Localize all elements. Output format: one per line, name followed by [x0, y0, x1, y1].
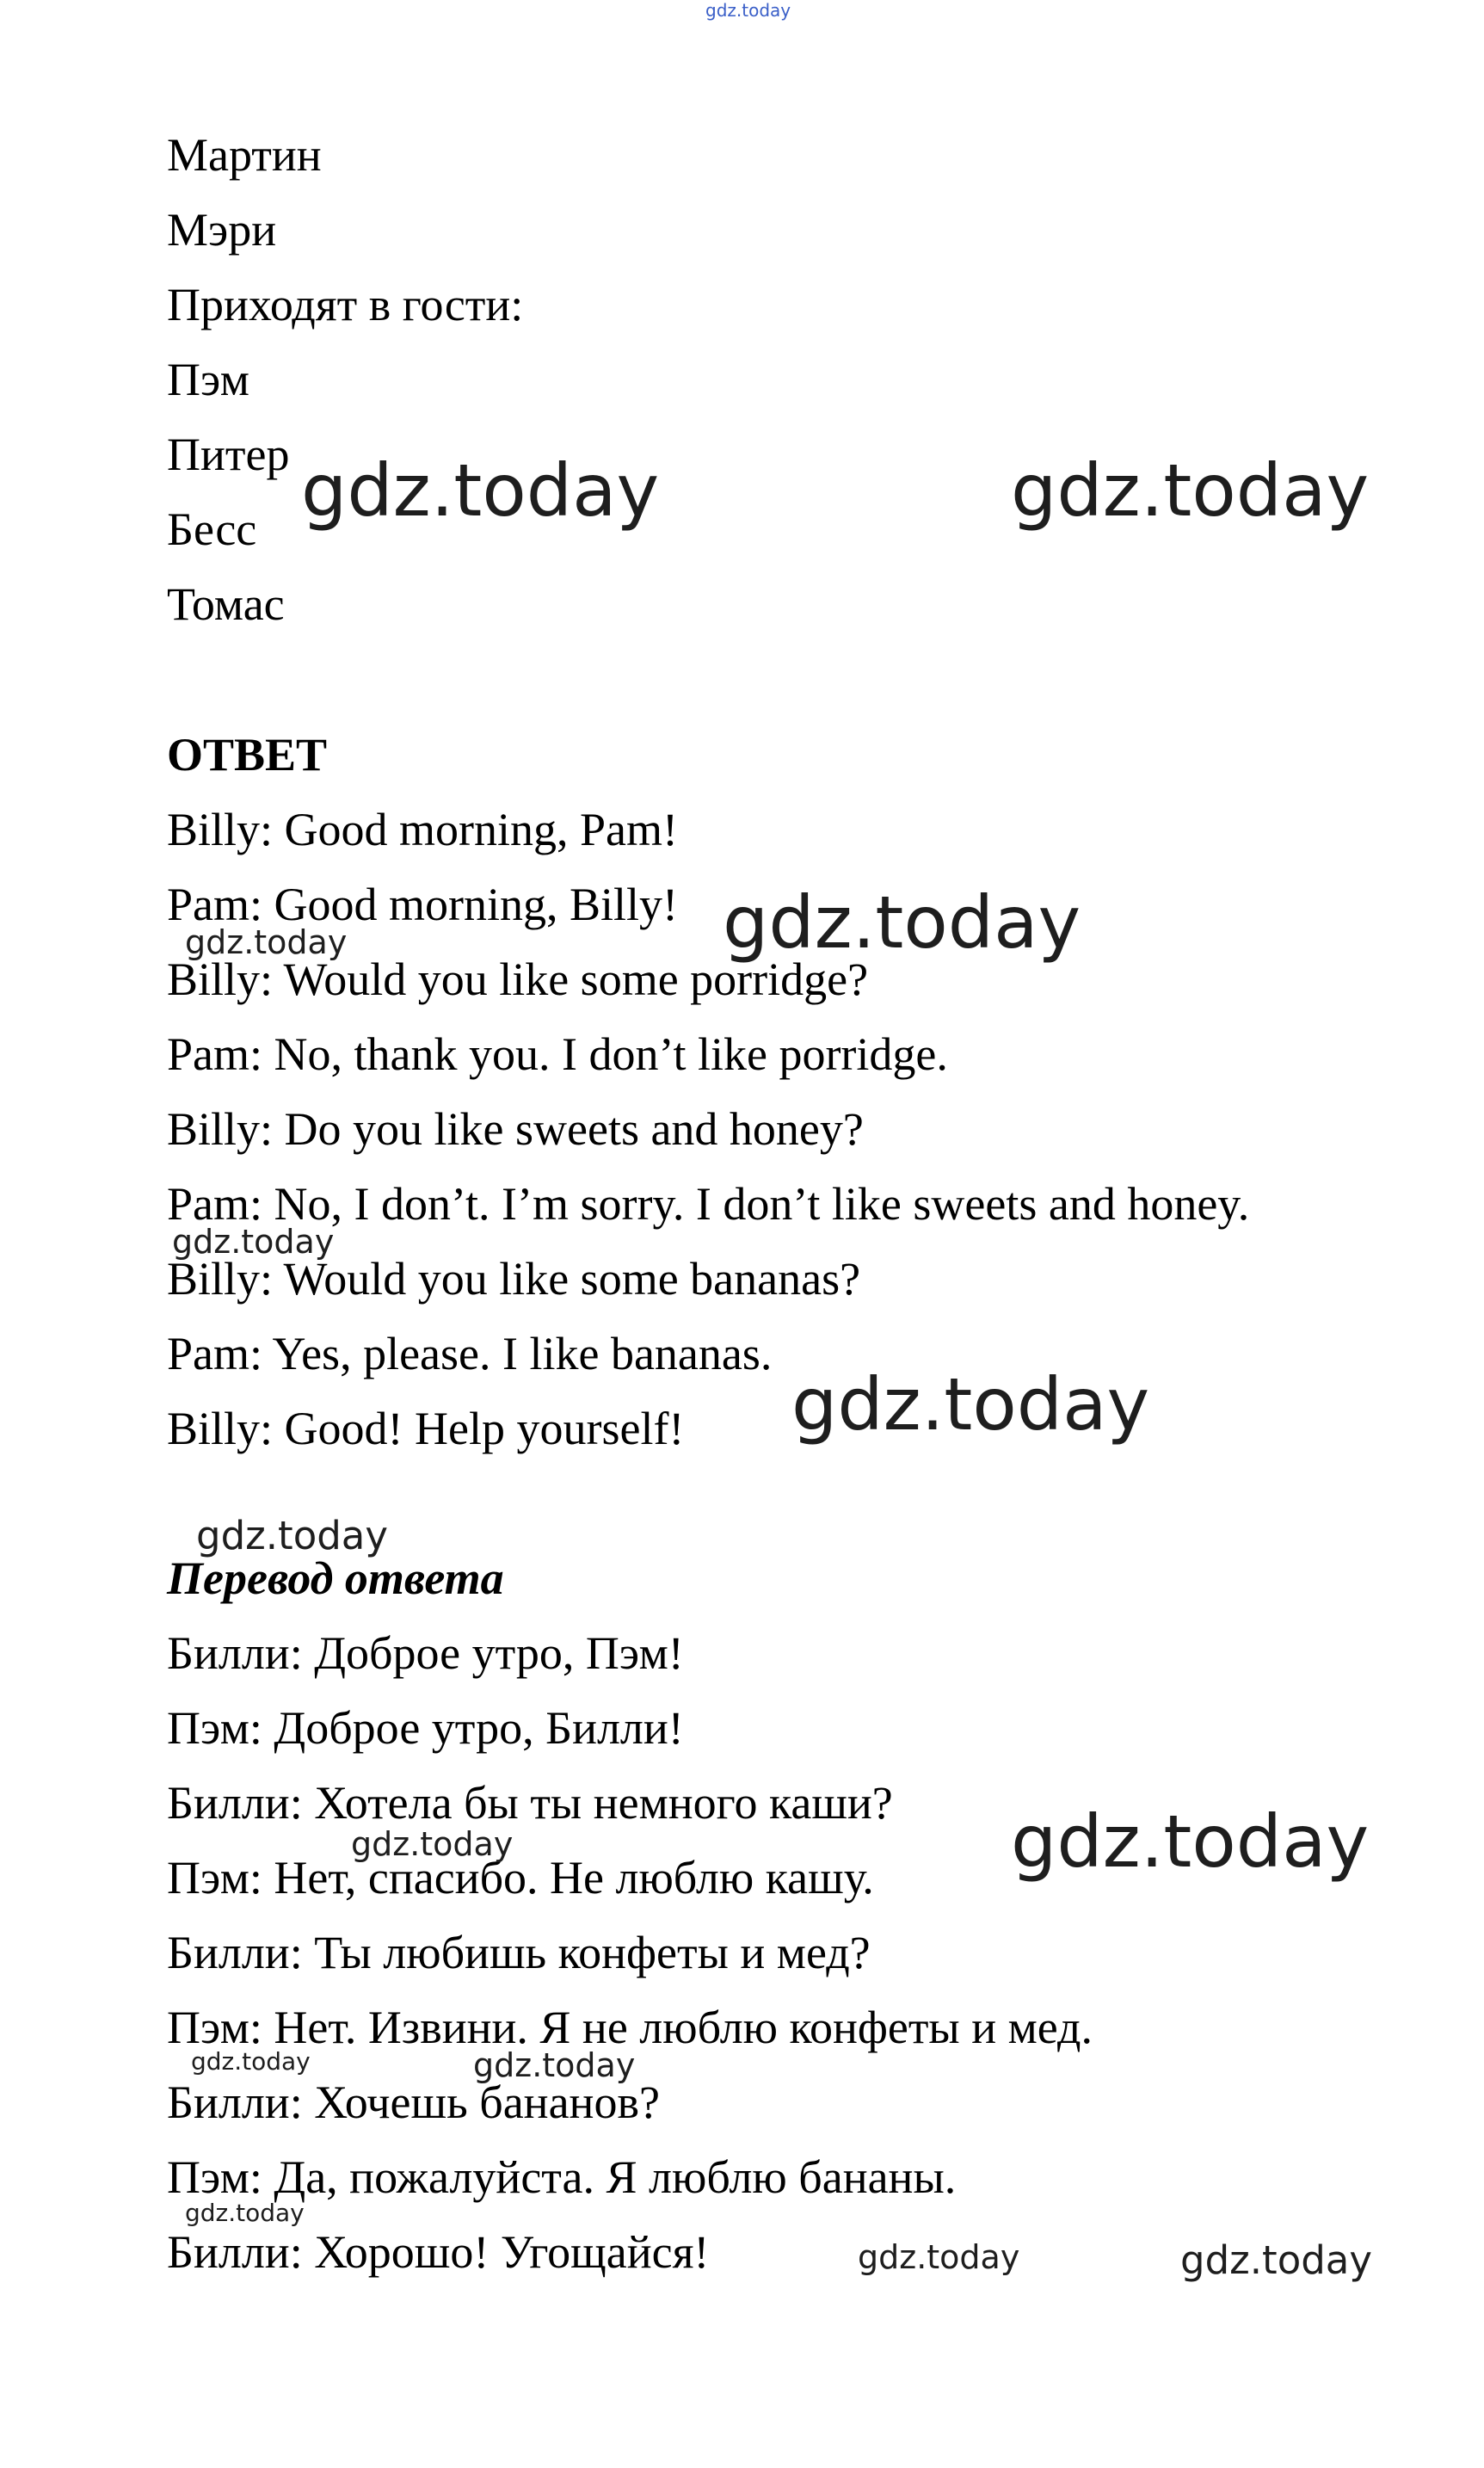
watermark: gdz.today	[1180, 2237, 1373, 2283]
watermark: gdz.today	[723, 880, 1081, 965]
watermark: gdz.today	[185, 923, 348, 961]
answer-line: Billy: Good! Help yourself!	[167, 1403, 685, 1454]
guests-label: Приходят в гости:	[167, 279, 524, 330]
translation-heading: Перевод ответа	[167, 1552, 504, 1604]
watermark: gdz.today	[351, 1825, 514, 1863]
answer-line: Billy: Would you like some bananas?	[167, 1253, 861, 1305]
watermark: gdz.today	[473, 2046, 636, 2084]
translation-line: Билли: Хорошо! Угощайся!	[167, 2226, 710, 2278]
answer-line: Billy: Good morning, Pam!	[167, 804, 678, 855]
watermark: gdz.today	[172, 1223, 335, 1261]
watermark: gdz.today	[185, 2199, 305, 2227]
translation-line: Билли: Доброе утро, Пэм!	[167, 1627, 684, 1679]
character-bess: Бесс	[167, 503, 257, 555]
watermark: gdz.today	[196, 1513, 389, 1558]
watermark: gdz.today	[191, 2047, 311, 2076]
character-pam: Пэм	[167, 354, 249, 405]
watermark: gdz.today	[858, 2238, 1020, 2276]
watermark: gdz.today	[705, 0, 791, 21]
character-martin: Мартин	[167, 129, 322, 181]
answer-line: Billy: Do you like sweets and honey?	[167, 1103, 864, 1155]
watermark: gdz.today	[1011, 448, 1370, 533]
character-thomas: Томас	[167, 578, 285, 630]
watermark: gdz.today	[791, 1362, 1150, 1447]
watermark: gdz.today	[301, 448, 660, 533]
answer-line: Pam: Good morning, Billy!	[167, 879, 678, 930]
watermark: gdz.today	[1011, 1799, 1370, 1884]
translation-line: Билли: Ты любишь конфеты и мед?	[167, 1927, 871, 1978]
answer-heading: ОТВЕТ	[167, 729, 328, 781]
answer-line: Pam: No, I don’t. I’m sorry. I don’t like sweets and honey.	[167, 1178, 1250, 1230]
translation-line: Пэм: Доброе утро, Билли!	[167, 1702, 684, 1754]
answer-line: Pam: No, thank you. I don’t like porridge.	[167, 1028, 948, 1080]
character-mary: Мэри	[167, 204, 277, 256]
translation-line: Билли: Хотела бы ты немного каши?	[167, 1777, 893, 1829]
answer-line: Pam: Yes, please. I like bananas.	[167, 1328, 773, 1379]
answer-line: Billy: Would you like some porridge?	[167, 953, 869, 1005]
translation-line: Пэм: Да, пожалуйста. Я люблю бананы.	[167, 2151, 957, 2203]
translation-line: Пэм: Нет. Извини. Я не люблю конфеты и мед.	[167, 2002, 1093, 2053]
character-peter: Питер	[167, 429, 290, 480]
translation-line: Пэм: Нет, спасибо. Не люблю кашу.	[167, 1852, 874, 1903]
translation-line: Билли: Хочешь бананов?	[167, 2076, 660, 2128]
